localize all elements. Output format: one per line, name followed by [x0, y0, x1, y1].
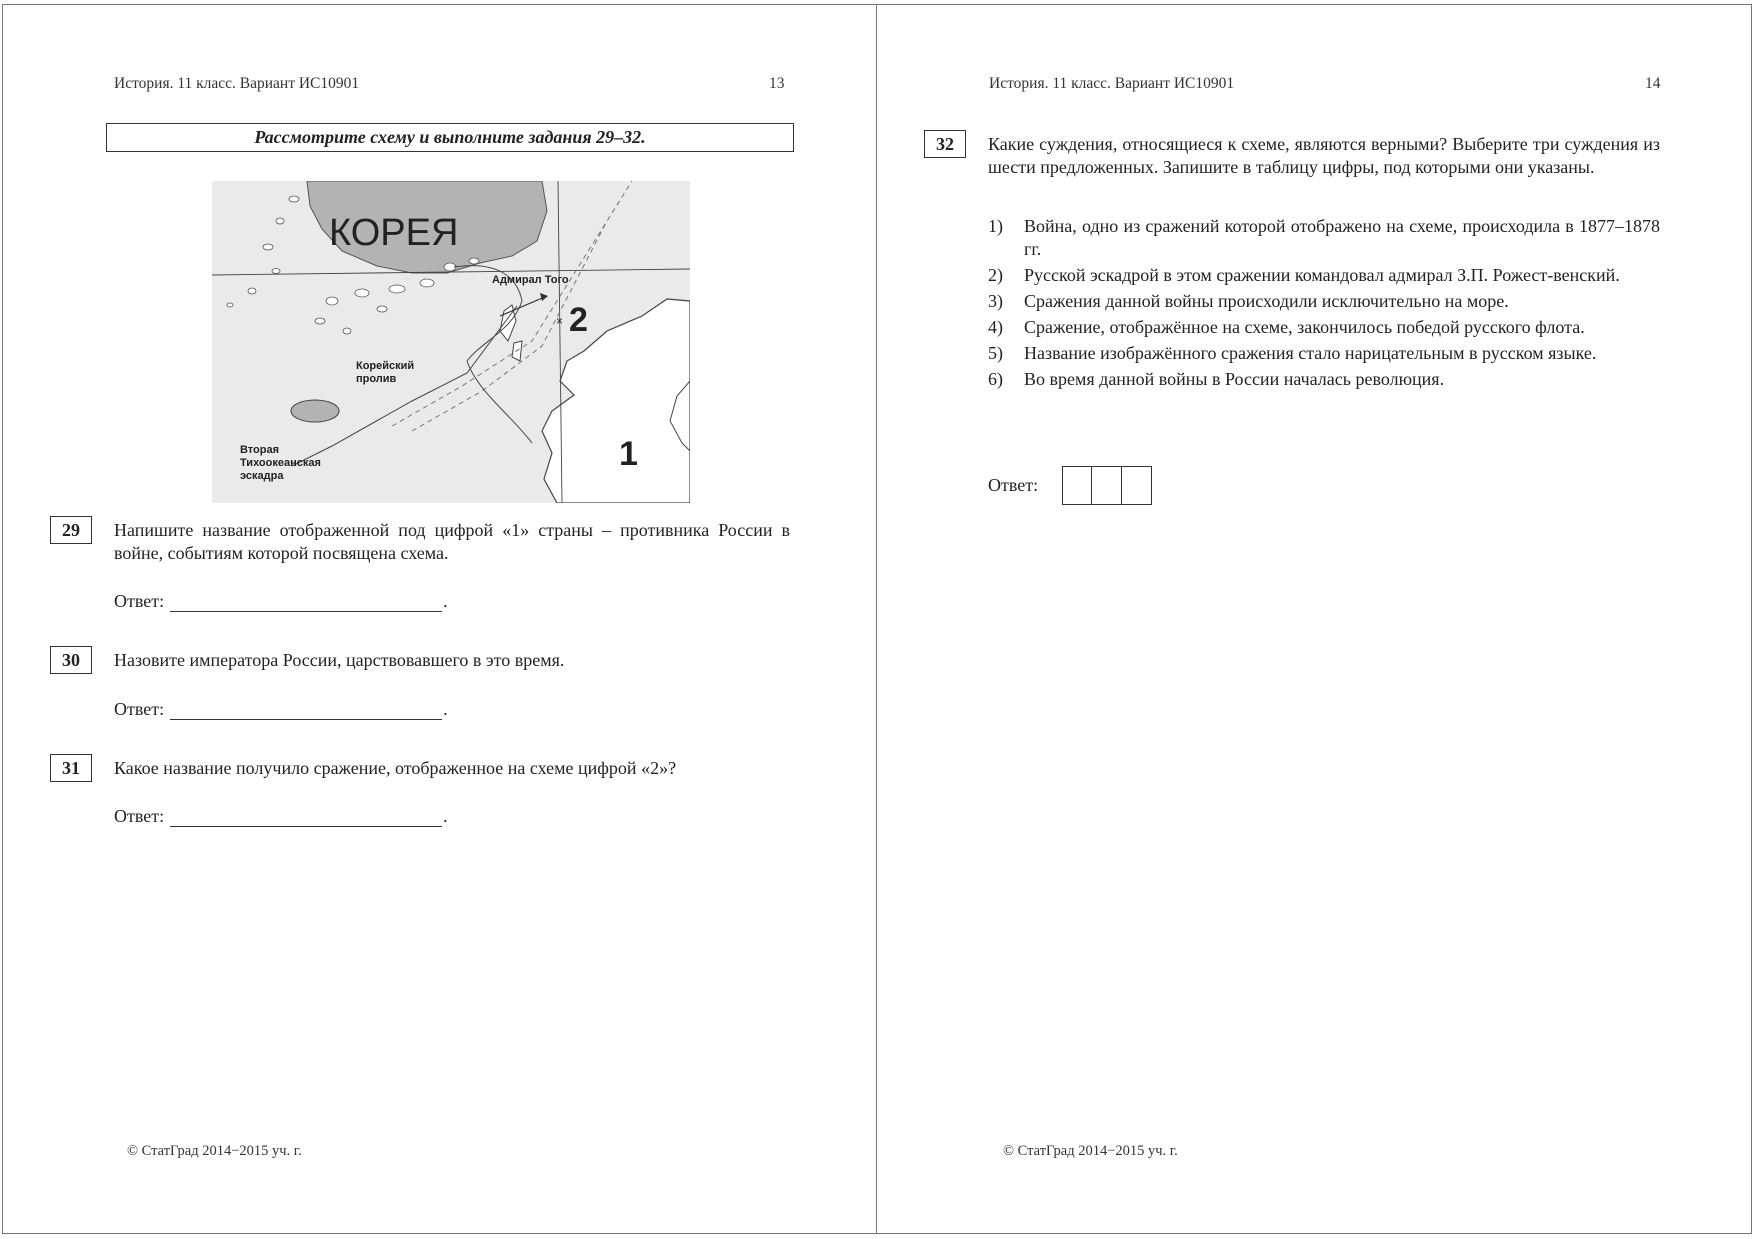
label-squadron-line2: Тихоокеанская: [240, 457, 321, 469]
answer-30-field[interactable]: [170, 701, 442, 720]
map-marker-1: 1: [619, 435, 638, 473]
question-text-30: Назовите императора России, царствовавшего в это время.: [114, 650, 565, 670]
option-item: [988, 215, 1660, 261]
option-number: 5): [988, 343, 1003, 363]
page-number: 13: [769, 75, 785, 92]
option-item: [988, 368, 1660, 391]
answer-label: Ответ:: [114, 699, 165, 719]
question-text-29: Напишите название отображенной под цифрой «1» страны – противника России в войне, событиям которой посвящена схема.: [114, 520, 790, 563]
answer-31: [114, 806, 448, 827]
label-squadron-line1: Вторая: [240, 444, 280, 456]
answer-30: [114, 699, 448, 720]
page-left: [2, 4, 878, 1234]
battle-map: [212, 181, 690, 503]
answer-label: Ответ:: [988, 475, 1039, 495]
answer-cell-3[interactable]: [1122, 466, 1152, 505]
label-squadron-line3: эскадра: [240, 470, 284, 482]
option-text: Название изображённого сражения стало нарицательным в русском языке.: [1024, 343, 1597, 363]
option-item: [988, 316, 1660, 339]
option-item: [988, 342, 1660, 365]
question-number-32: 32: [924, 130, 966, 158]
map-marker-2: 2: [569, 301, 588, 339]
option-item: [988, 290, 1660, 313]
answer-cell-2[interactable]: [1092, 466, 1122, 505]
option-number: 4): [988, 317, 1003, 337]
question-text-31: Какое название получило сражение, отображенное на схеме цифрой «2»?: [114, 758, 677, 778]
page-footer: © СтатГрад 2014−2015 уч. г.: [127, 1143, 302, 1159]
answer-29-field[interactable]: [170, 593, 442, 612]
answer-label: Ответ:: [114, 591, 165, 611]
answer-29: [114, 591, 448, 612]
question-text-32: Какие суждения, относящиеся к схеме, являются верными? Выберите три суждения из шести предложенных. Запишите в таблицу цифры, под которыми они указаны.: [988, 134, 1660, 177]
answer-table: [1062, 466, 1152, 505]
option-text: Русской эскадрой в этом сражении командовал адмирал З.П. Рожест-венский.: [1024, 265, 1620, 285]
options-list: [988, 215, 1660, 394]
answer-32: [988, 466, 1152, 505]
page-footer: © СтатГрад 2014−2015 уч. г.: [1003, 1143, 1178, 1159]
answer-label: Ответ:: [114, 806, 165, 826]
battle-cross-marker: ×: [556, 314, 564, 328]
jeju-island: [291, 400, 339, 422]
option-item: [988, 264, 1660, 287]
label-korean-strait-line1: Корейский: [356, 360, 415, 372]
option-number: 3): [988, 291, 1003, 311]
map-title-korea: КОРЕЯ: [329, 212, 459, 254]
label-admiral-togo: Адмирал Того: [492, 274, 569, 286]
task-instruction: Рассмотрите схему и выполните задания 29–32.: [106, 123, 794, 152]
page-number: 14: [1645, 75, 1661, 92]
option-text: Во время данной войны в России началась революция.: [1024, 369, 1445, 389]
page-right: [876, 4, 1752, 1234]
question-number-30: 30: [50, 646, 92, 674]
question-number-29: 29: [50, 516, 92, 544]
option-text: Сражения данной войны происходили исключительно на море.: [1024, 291, 1509, 311]
question-number-31: 31: [50, 754, 92, 782]
option-text: Война, одно из сражений которой отображено на схеме, происходила в 1877–1878 гг.: [1024, 216, 1660, 259]
option-number: 2): [988, 265, 1003, 285]
page-header: История. 11 класс. Вариант ИС10901: [989, 75, 1235, 92]
answer-31-field[interactable]: [170, 808, 442, 827]
label-korean-strait-line2: пролив: [356, 373, 397, 385]
answer-end-dot: .: [443, 806, 448, 826]
option-text: Сражение, отображённое на схеме, закончилось победой русского флота.: [1024, 317, 1585, 337]
answer-end-dot: .: [443, 591, 448, 611]
option-number: 6): [988, 369, 1003, 389]
page-header: История. 11 класс. Вариант ИС10901: [114, 75, 360, 92]
answer-cell-1[interactable]: [1062, 466, 1092, 505]
option-number: 1): [988, 216, 1003, 236]
answer-end-dot: .: [443, 699, 448, 719]
